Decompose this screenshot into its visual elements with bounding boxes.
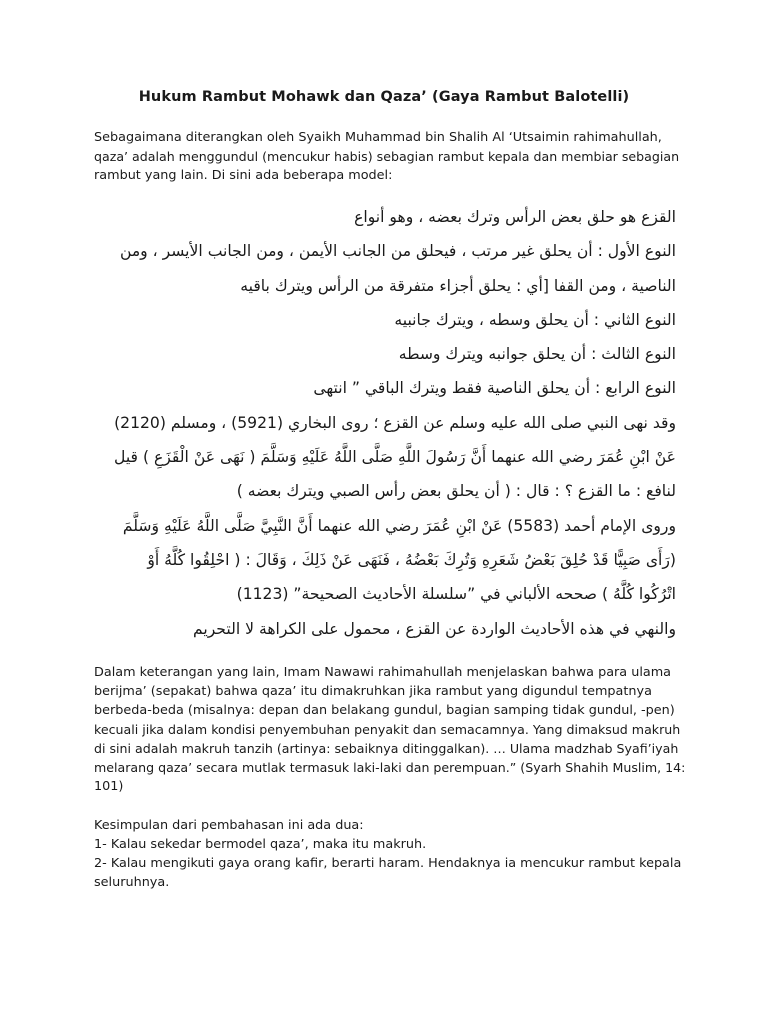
nawawi-paragraph xyxy=(94,663,684,796)
arabic-line: لنافع : ما القزع ؟ : قال : ( أن يحلق بعض رأس الصبي ويترك بعضه ) xyxy=(236,482,676,501)
arabic-line: عَنْ ابْنِ عُمَرَ رضي الله عنهما أَنَّ رَسُولَ اللَّهِ صَلَّى اللَّهُ عَلَيْهِ وَسَلَّمَ ( نَهَى عَنْ الْقَزَعِ ) قيل xyxy=(114,448,676,467)
arabic-line: الناصية ، ومن القفا [أي : يحلق أجزاء متفرقة من الرأس ويترك باقيه xyxy=(240,276,676,295)
conclusion-point: 1- Kalau sekedar bermodel qaza’, maka itu makruh. xyxy=(94,837,427,852)
arabic-line: اتْرُكُوا كُلَّهُ ) صححه الألباني في ”سلسلة الأحاديث الصحيحة” (1123) xyxy=(236,585,676,604)
arabic-line: (رَأَى صَبِيًّا قَدْ حُلِقَ بَعْضُ شَعَرِهِ وَتُرِكَ بَعْضُهُ ، فَنَهَى عَنْ ذَلِكَ ، وَقَالَ : ( احْلِقُوا كُلَّهُ أَوْ xyxy=(147,550,676,569)
arabic-line: القزع هو حلق بعض الرأس وترك بعضه ، وهو أنواع xyxy=(354,208,676,226)
nawawi-line: Dalam keterangan yang lain, Imam Nawawi rahimahullah menjelaskan bahwa para ulama xyxy=(94,665,672,680)
arabic-line: وقد نهى النبي صلى الله عليه وسلم عن القزع ؛ روى البخاري (5921) ، ومسلم (2120) xyxy=(114,413,676,432)
nawawi-line: 101) xyxy=(94,779,124,794)
document-title: Hukum Rambut Mohawk dan Qaza’ (Gaya Rambut Balotelli) xyxy=(138,89,630,105)
arabic-line: النوع الثالث : أن يحلق جوانبه ويترك وسطه xyxy=(398,345,676,364)
nawawi-line: berbeda-beda (misalnya: depan dan belakang gundul, bagian samping tidak gundul, -pen) xyxy=(94,703,675,718)
conclusion-point-continuation: seluruhnya. xyxy=(94,875,170,890)
arabic-line: والنهي في هذه الأحاديث الواردة عن القزع ، محمول على الكراهة لا التحريم xyxy=(192,619,676,638)
nawawi-line: kecuali jika dalam kondisi penyembuhan penyakit dan semacamnya. Yang dimaksud makruh xyxy=(94,722,681,737)
intro-line: rambut yang lain. Di sini ada beberapa model: xyxy=(94,168,393,183)
arabic-line: النوع الأول : أن يحلق غير مرتب ، فيحلق من الجانب الأيمن ، ومن الجانب الأيسر ، ومن xyxy=(119,242,676,261)
intro-line: Sebagaimana diterangkan oleh Syaikh Muhammad bin Shalih Al ‘Utsaimin rahimahullah, xyxy=(94,130,662,145)
conclusion-heading: Kesimpulan dari pembahasan ini ada dua: xyxy=(94,818,364,833)
nawawi-line: di sini adalah makruh tanzih (artinya: sebaiknya ditinggalkan). … Ulama madzhab Syafi’iyah xyxy=(94,741,679,756)
conclusion-point: 2- Kalau mengikuti gaya orang kafir, berarti haram. Hendaknya ia mencukur rambut kepala xyxy=(94,856,682,871)
arabic-line: النوع الرابع : أن يحلق الناصية فقط ويترك الباقي ” انتهى xyxy=(313,379,676,398)
nawawi-line: melarang qaza’ secara mutlak termasuk laki-laki dan perempuan.” (Syarh Shahih Muslim, 14: xyxy=(94,760,686,775)
arabic-line: وروى الإمام أحمد (5583) عَنْ ابْنِ عُمَرَ رضي الله عنهما أَنَّ النَّبِيَّ صَلَّى اللَّهُ عَلَيْهِ وَسَلَّمَ xyxy=(122,516,676,535)
conclusion-paragraph xyxy=(94,816,684,892)
arabic-line: النوع الثاني : أن يحلق وسطه ، ويترك جانبيه xyxy=(394,310,676,329)
intro-paragraph xyxy=(94,128,684,185)
intro-line: qaza’ adalah menggundul (mencukur habis) sebagian rambut kepala dan membiar sebagian xyxy=(94,149,680,164)
nawawi-line: berijma’ (sepakat) bahwa qaza’ itu dimakruhkan jika rambut yang digundul tempatnya xyxy=(94,684,652,699)
arabic-quote-block xyxy=(94,200,676,646)
